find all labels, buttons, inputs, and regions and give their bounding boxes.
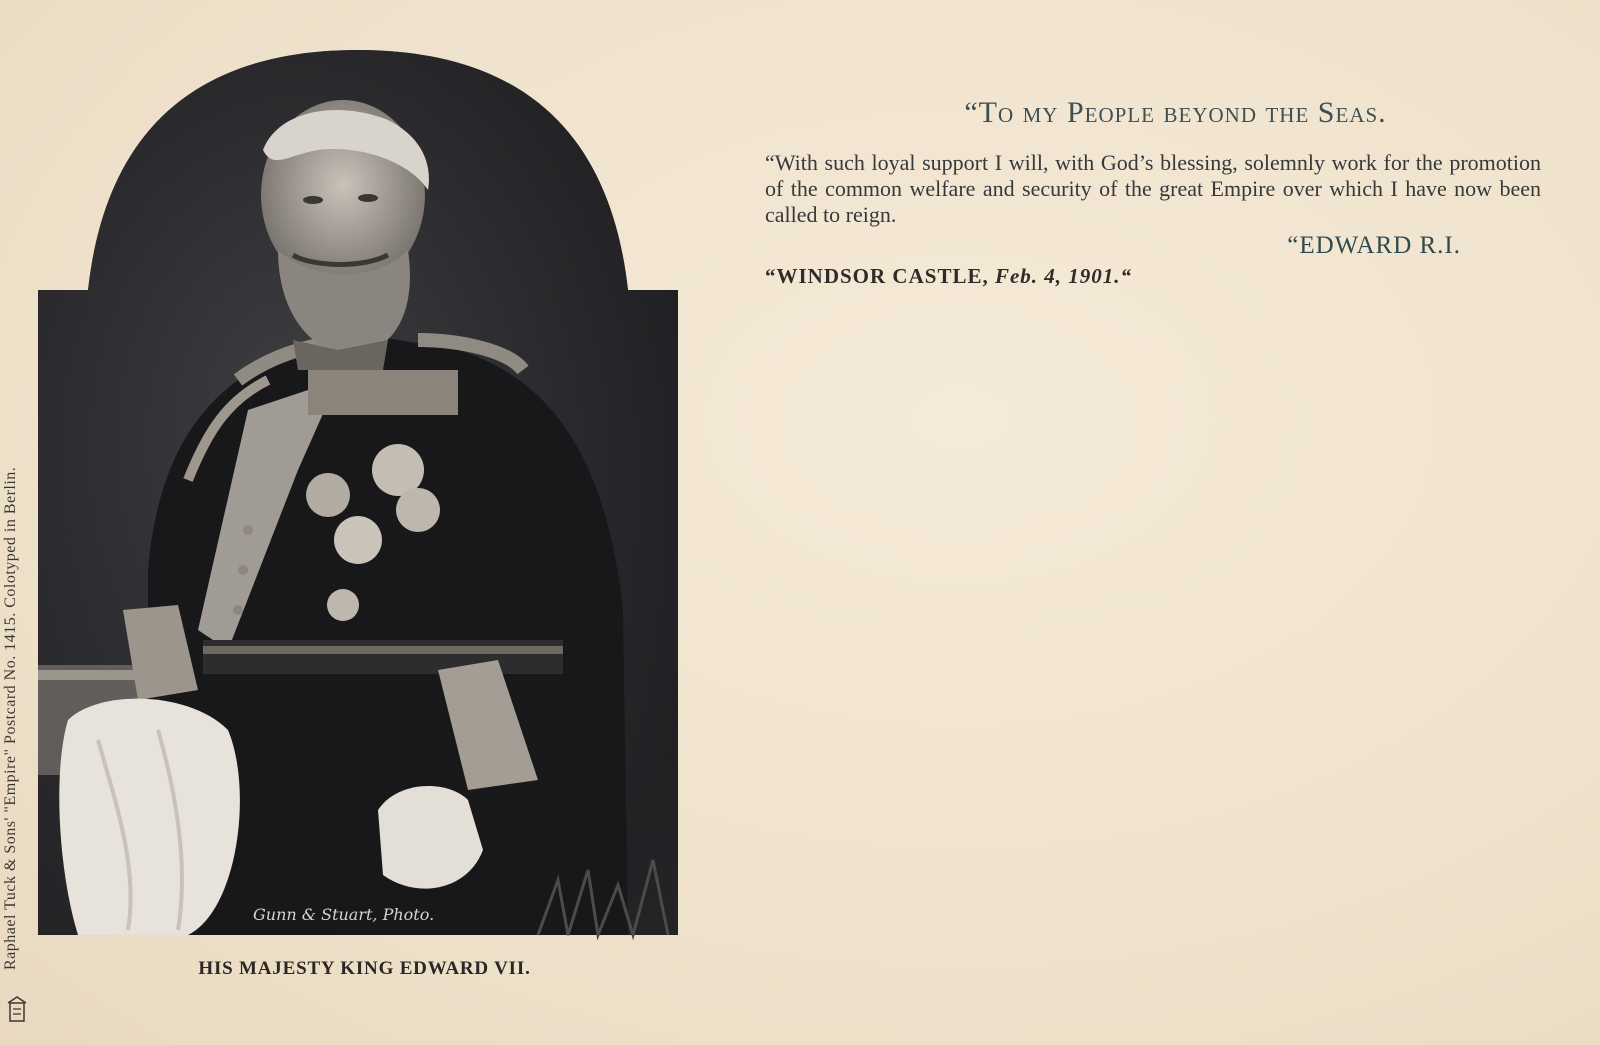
message-heading: “To my People beyond the Seas.: [964, 96, 1387, 129]
place-and-date: [765, 264, 1541, 289]
message-block: [765, 96, 1541, 289]
portrait-caption: HIS MAJESTY KING EDWARD VII.: [198, 958, 531, 979]
publisher-imprint: Raphael Tuck & Sons' "Empire" Postcard No. 1415. Colotyped in Berlin.: [2, 466, 19, 970]
royal-message: “With such loyal support I will, with God’s blessing, solemnly work for the promotion of the common welfare and security of the great Empire over which I have now been called to reign.: [765, 150, 1541, 227]
royal-signature: “EDWARD R.I.: [1287, 232, 1461, 259]
place: “WINDSOR CASTLE,: [765, 264, 989, 288]
publisher-logo-icon: [6, 995, 28, 1025]
photo-credit: Gunn & Stuart, Photo.: [253, 905, 435, 924]
king-portrait-photo: [38, 50, 691, 955]
date: Feb. 4, 1901.“: [994, 264, 1133, 288]
